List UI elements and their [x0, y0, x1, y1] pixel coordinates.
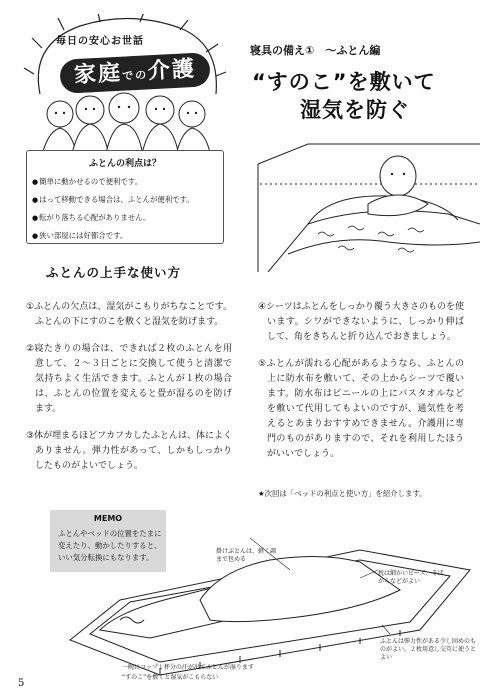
caption-pillow: 枕は細かいビーズ、そばがらなどがよい — [378, 570, 444, 585]
next-issue-note: ★次回は「ベッドの利点と使い方」を紹介します。 — [258, 489, 427, 498]
caption-sunoko: “すのこ”を敷くと湿気がこもらない — [122, 674, 219, 681]
tip-paragraph: ⑤ふとんが濡れる心配があるようなら、ふとんの上に防水布を敷いて、その上からシーツで覆います。防水布はビニールの上にバスタオルなどを敷いて代用してもよいのですが、通気性を考えるとあまりおすすめできません。介護用に専門のものがありますので、それを利用したほうがいいでしょう。 — [258, 359, 464, 459]
benefit-item: ● 転がり落ちる心配がありません。 — [32, 209, 194, 227]
tip-paragraph: ③体が埋まるほどフカフカしたふとんは、体によくありません。弾力性があって、しかもしっかりしたものがよいでしょう。 — [26, 431, 232, 471]
benefit-item: ● 狭い部屋には好都合です。 — [32, 227, 194, 245]
article-title-line1: “すのこ”を敷いて — [252, 70, 436, 94]
sleeping-person-illustration — [248, 124, 480, 272]
caption-blanket: 掛けぶとんは、軽く調まで包める — [216, 548, 277, 563]
benefits-list — [32, 173, 194, 245]
benefit-item: ● 簡単に動かせるので便利です。 — [32, 173, 194, 191]
benefit-item: ● はって移動できる場合は、ふとんが便利です。 — [32, 191, 194, 209]
tip-paragraph: ②寝たきりの場合は、できれば２枚のふとんを用意して、２～３日ごとに交換して使うと清潔で気持ちよく生活できます。ふとんが１枚の場合は、ふとんの位置を変えると畳が湿るのを防げます。 — [26, 344, 232, 414]
series-title: 家庭での介護 — [59, 52, 211, 94]
tips-column-left — [26, 300, 232, 486]
memo-box — [50, 510, 166, 572]
article-series-label: 寝具の備え① ～ふとん編 — [250, 44, 381, 57]
memo-title: MEMO — [93, 514, 123, 523]
caption-sweat: 一晩にコップ１杯分の汗が出てふとんが湿ります — [122, 664, 254, 671]
benefits-title: ふとんの利点は？ — [88, 159, 161, 169]
tips-column-right — [258, 300, 464, 474]
series-subtitle: 毎日の安心お世話 — [56, 36, 144, 47]
article-title-line2: 湿気を防ぐ — [300, 98, 410, 122]
memo-text: ふとんやベッドの位置をたまに変えたり、動かしたりすると、いい気分転換にもなります。 — [58, 529, 162, 562]
page-number: 5 — [18, 678, 25, 689]
tip-paragraph: ①ふとんの欠点は、湿気がこもりがちなことです。ふとんの下にすのこを敷くと湿気を防げます。 — [26, 302, 232, 327]
tip-paragraph: ④シーツはふとんをしっかり覆う大きさのものを使います。シワができないように、しっかり伸ばして、角をきちんと折り込んでおきましょう。 — [258, 302, 464, 342]
benefits-box — [26, 150, 224, 244]
section-heading: ふとんの上手な使い方 — [46, 265, 182, 280]
caption-mattress: ふとんは弾力性がある少し固めのものがよい。２枚用意し交互に使うとよい — [380, 638, 477, 661]
